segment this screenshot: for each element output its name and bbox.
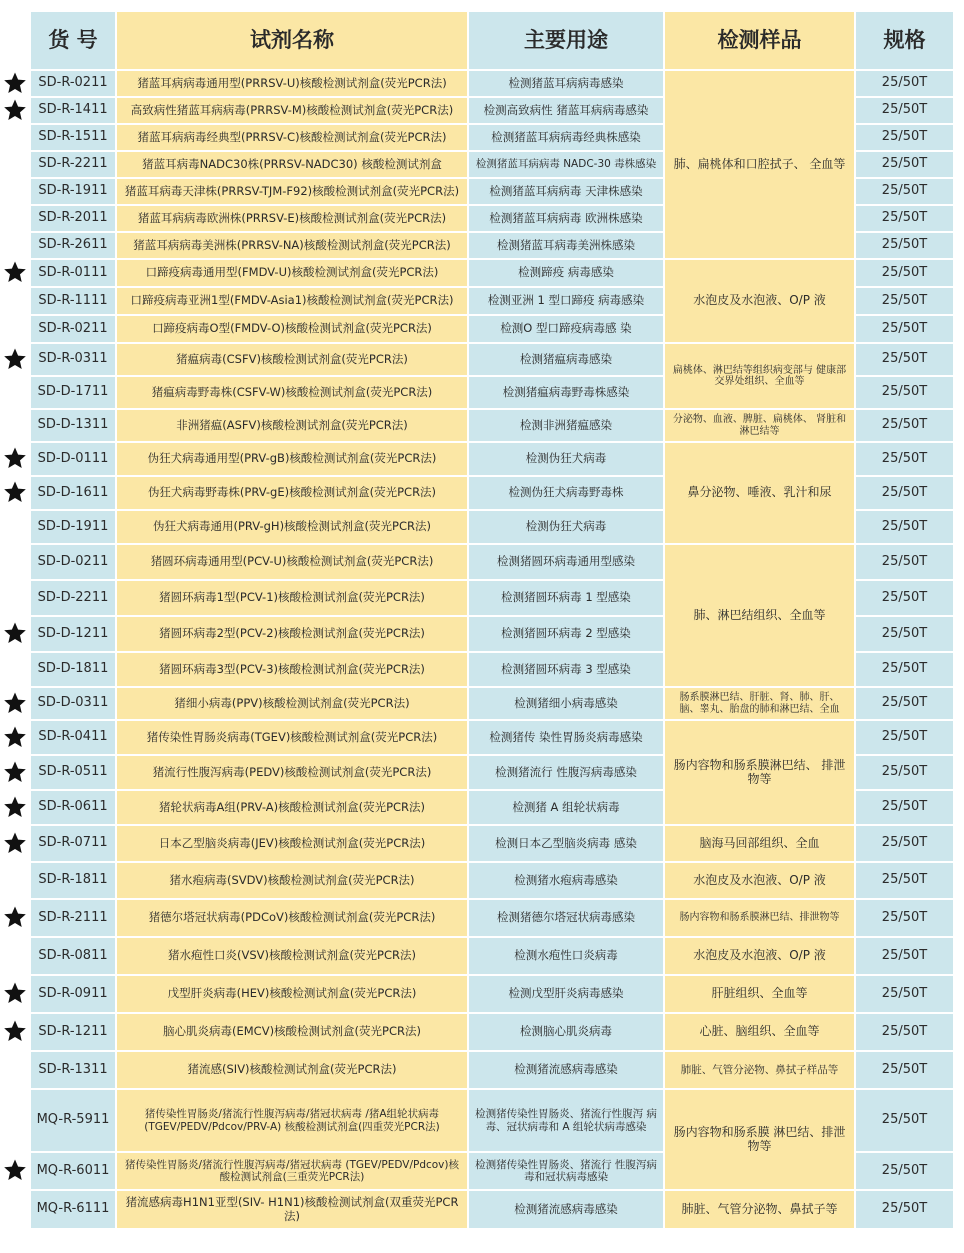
sample-type: 水泡皮及水泡液、O/P 液 — [664, 259, 855, 343]
sample-type: 分泌物、血液、脾脏、扁桃体、 肾脏和淋巴结等 — [664, 409, 855, 442]
product-code: SD-R-0211 — [30, 315, 116, 343]
star-icon — [3, 760, 27, 784]
main-use: 检测蹄疫 病毒感染 — [468, 259, 664, 287]
table-row — [30, 259, 954, 287]
main-use: 检测戊型肝炎病毒感染 — [468, 975, 664, 1013]
product-code: SD-R-2611 — [30, 232, 116, 259]
main-use: 检测猪细小病毒感染 — [468, 687, 664, 720]
reagent-name: 伪狂犬病毒通用型(PRV-gB)核酸检测试剂盒(荧光PCR法) — [116, 442, 468, 476]
spec: 25/50T — [855, 580, 954, 616]
reagent-name: 口蹄疫病毒O型(FMDV-O)核酸检测试剂盒(荧光PCR法) — [116, 315, 468, 343]
main-use: 检测猪圆环病毒 3 型感染 — [468, 652, 664, 687]
sample-type: 肺、扁桃体和口腔拭子、 全血等 — [664, 70, 855, 259]
main-use: 检测猪蓝耳病病毒感染 — [468, 70, 664, 97]
product-code: SD-D-1911 — [30, 510, 116, 544]
spec: 25/50T — [855, 287, 954, 315]
reagent-name: 戊型肝炎病毒(HEV)核酸检测试剂盒(荧光PCR法) — [116, 975, 468, 1013]
reagent-name: 高致病性猪蓝耳病病毒(PRRSV-M)核酸检测试剂盒(荧光PCR法) — [116, 97, 468, 124]
product-code: SD-R-0211 — [30, 70, 116, 97]
header-sample: 检测样品 — [664, 11, 855, 70]
reagent-name: 猪水疱性口炎(VSV)核酸检测试剂盒(荧光PCR法) — [116, 937, 468, 975]
product-code: SD-D-1711 — [30, 376, 116, 409]
spec: 25/50T — [855, 720, 954, 755]
main-use: 检测亚洲 1 型口蹄疫 病毒感染 — [468, 287, 664, 315]
reagent-name: 伪狂犬病毒通用(PRV-gH)核酸检测试剂盒(荧光PCR法) — [116, 510, 468, 544]
sample-type: 肺脏、气管分泌物、鼻拭子样品等 — [664, 1051, 855, 1089]
sample-type: 肠内容物和肠系膜淋巴结、 排泄物等 — [664, 720, 855, 825]
spec: 25/50T — [855, 544, 954, 580]
reagent-name: 猪德尔塔冠状病毒(PDCoV)核酸检测试剂盒(荧光PCR法) — [116, 899, 468, 937]
star-icon — [3, 1158, 27, 1182]
table-row — [30, 1051, 954, 1089]
spec: 25/50T — [855, 652, 954, 687]
spec: 25/50T — [855, 1190, 954, 1229]
product-code: SD-D-2211 — [30, 580, 116, 616]
reagent-name: 猪水疱病毒(SVDV)核酸检测试剂盒(荧光PCR法) — [116, 862, 468, 899]
reagent-name: 猪蓝耳病病毒经典型(PRRSV-C)核酸检测试剂盒(荧光PCR法) — [116, 124, 468, 151]
reagent-name: 猪轮状病毒A组(PRV-A)核酸检测试剂盒(荧光PCR法) — [116, 790, 468, 825]
main-use: 检测猪传染性胃肠炎、猪流行性腹泻 病毒、冠状病毒和 A 组轮状病毒感染 — [468, 1089, 664, 1152]
star-icon — [3, 725, 27, 749]
spec: 25/50T — [855, 616, 954, 652]
spec: 25/50T — [855, 151, 954, 178]
star-icon — [3, 795, 27, 819]
header-row — [30, 11, 954, 70]
sample-type: 水泡皮及水泡液、O/P 液 — [664, 862, 855, 899]
spec: 25/50T — [855, 70, 954, 97]
reagent-name: 口蹄疫病毒通用型(FMDV-U)核酸检测试剂盒(荧光PCR法) — [116, 259, 468, 287]
main-use: 检测猪流行 性腹泻病毒感染 — [468, 755, 664, 790]
reagent-name: 猪圆环病毒2型(PCV-2)核酸检测试剂盒(荧光PCR法) — [116, 616, 468, 652]
product-code: MQ-R-5911 — [30, 1089, 116, 1152]
main-use: 检测猪瘟病毒感染 — [468, 343, 664, 376]
star-icon — [3, 621, 27, 645]
spec: 25/50T — [855, 1051, 954, 1089]
main-use: 检测伪狂犬病毒 — [468, 442, 664, 476]
reagent-name: 猪流感病毒H1N1亚型(SIV- H1N1)核酸检测试剂盒(双重荧光PCR法) — [116, 1190, 468, 1229]
sample-type: 肺脏、气管分泌物、鼻拭子等 — [664, 1190, 855, 1229]
product-code: SD-R-0411 — [30, 720, 116, 755]
spec: 25/50T — [855, 899, 954, 937]
header-code: 货 号 — [30, 11, 116, 70]
sample-type: 肝脏组织、全血等 — [664, 975, 855, 1013]
reagent-name: 猪蓝耳病毒NADC30株(PRRSV-NADC30) 核酸检测试剂盒 — [116, 151, 468, 178]
main-use: 检测猪圆环病毒 2 型感染 — [468, 616, 664, 652]
star-icon — [3, 480, 27, 504]
spec: 25/50T — [855, 1089, 954, 1152]
reagent-name: 口蹄疫病毒亚洲1型(FMDV-Asia1)核酸检测试剂盒(荧光PCR法) — [116, 287, 468, 315]
product-code: SD-D-1811 — [30, 652, 116, 687]
table-row — [30, 862, 954, 899]
product-code: SD-D-1311 — [30, 409, 116, 442]
product-code: SD-R-1911 — [30, 178, 116, 205]
star-icon — [3, 71, 27, 95]
main-use: 检测O 型口蹄疫病毒感 染 — [468, 315, 664, 343]
spec: 25/50T — [855, 232, 954, 259]
table-row — [30, 975, 954, 1013]
product-code: MQ-R-6111 — [30, 1190, 116, 1229]
reagent-name: 猪蓝耳病病毒美洲株(PRRSV-NA)核酸检测试剂盒(荧光PCR法) — [116, 232, 468, 259]
spec: 25/50T — [855, 862, 954, 899]
product-code: SD-R-1211 — [30, 1013, 116, 1051]
product-code: SD-D-0311 — [30, 687, 116, 720]
product-code: SD-R-1111 — [30, 287, 116, 315]
main-use: 检测非洲猪瘟感染 — [468, 409, 664, 442]
reagent-name: 伪狂犬病毒野毒株(PRV-gE)核酸检测试剂盒(荧光PCR法) — [116, 476, 468, 510]
table-row — [30, 343, 954, 376]
sample-type: 心脏、脑组织、全血等 — [664, 1013, 855, 1051]
star-icon — [3, 905, 27, 929]
spec: 25/50T — [855, 409, 954, 442]
reagent-name: 猪蓝耳病毒天津株(PRRSV-TJM-F92)核酸检测试剂盒(荧光PCR法) — [116, 178, 468, 205]
reagent-name: 猪细小病毒(PPV)核酸检测试剂盒(荧光PCR法) — [116, 687, 468, 720]
star-icon — [3, 260, 27, 284]
reagent-name: 猪圆环病毒通用型(PCV-U)核酸检测试剂盒(荧光PCR法) — [116, 544, 468, 580]
star-icon — [3, 347, 27, 371]
spec: 25/50T — [855, 476, 954, 510]
table-row — [30, 687, 954, 720]
sample-type: 肠内容物和肠系膜 淋巴结、排泄物等 — [664, 1089, 855, 1190]
sample-type: 鼻分泌物、唾液、乳汁和尿 — [664, 442, 855, 544]
spec: 25/50T — [855, 790, 954, 825]
product-code: SD-R-0511 — [30, 755, 116, 790]
spec: 25/50T — [855, 376, 954, 409]
spec: 25/50T — [855, 825, 954, 862]
main-use: 检测日本乙型脑炎病毒 感染 — [468, 825, 664, 862]
reagent-name: 猪瘟病毒野毒株(CSFV-W)核酸检测试剂盒(荧光PCR法) — [116, 376, 468, 409]
spec: 25/50T — [855, 1152, 954, 1190]
reagent-name: 非洲猪瘟(ASFV)核酸检测试剂盒(荧光PCR法) — [116, 409, 468, 442]
table-row — [30, 70, 954, 97]
table-row — [30, 899, 954, 937]
main-use: 检测猪蓝耳病病毒 NADC-30 毒株感染 — [468, 151, 664, 178]
table-row — [30, 937, 954, 975]
main-use: 检测水疱性口炎病毒 — [468, 937, 664, 975]
table-row — [30, 1190, 954, 1229]
main-use: 检测猪传 染性胃肠炎病毒感染 — [468, 720, 664, 755]
main-use: 检测猪蓝耳病病毒 天津株感染 — [468, 178, 664, 205]
main-use: 检测猪圆环病毒通用型感染 — [468, 544, 664, 580]
main-use: 检测猪蓝耳病病毒经典株感染 — [468, 124, 664, 151]
main-use: 检测脑心肌炎病毒 — [468, 1013, 664, 1051]
reagent-name: 猪传染性胃肠炎病毒(TGEV)核酸检测试剂盒(荧光PCR法) — [116, 720, 468, 755]
product-code: SD-R-1511 — [30, 124, 116, 151]
spec: 25/50T — [855, 687, 954, 720]
main-use: 检测猪 A 组轮状病毒 — [468, 790, 664, 825]
main-use: 检测猪水疱病毒感染 — [468, 862, 664, 899]
star-icon — [3, 831, 27, 855]
reagent-name: 猪圆环病毒3型(PCV-3)核酸检测试剂盒(荧光PCR法) — [116, 652, 468, 687]
product-code: SD-R-0811 — [30, 937, 116, 975]
sample-type: 肺、淋巴结组织、全血等 — [664, 544, 855, 687]
spec: 25/50T — [855, 343, 954, 376]
spec: 25/50T — [855, 315, 954, 343]
product-code: SD-D-0211 — [30, 544, 116, 580]
main-use: 检测伪狂犬病毒 — [468, 510, 664, 544]
reagent-name: 脑心肌炎病毒(EMCV)核酸检测试剂盒(荧光PCR法) — [116, 1013, 468, 1051]
sample-type: 脑海马回部组织、全血 — [664, 825, 855, 862]
reagent-name: 猪流行性腹泻病毒(PEDV)核酸检测试剂盒(荧光PCR法) — [116, 755, 468, 790]
reagent-name: 猪蓝耳病病毒通用型(PRRSV-U)核酸检测试剂盒(荧光PCR法) — [116, 70, 468, 97]
table-row — [30, 1089, 954, 1152]
spec: 25/50T — [855, 510, 954, 544]
star-icon — [3, 98, 27, 122]
spec: 25/50T — [855, 937, 954, 975]
star-column — [0, 0, 30, 1253]
reagent-name: 日本乙型脑炎病毒(JEV)核酸检测试剂盒(荧光PCR法) — [116, 825, 468, 862]
product-code: MQ-R-6011 — [30, 1152, 116, 1190]
table-row — [30, 720, 954, 755]
reagent-name: 猪蓝耳病病毒欧洲株(PRRSV-E)核酸检测试剂盒(荧光PCR法) — [116, 205, 468, 232]
table-row — [30, 544, 954, 580]
sample-type: 扁桃体、淋巴结等组织病变部与 健康部交界处组织、全血等 — [664, 343, 855, 409]
star-icon — [3, 1019, 27, 1043]
spec: 25/50T — [855, 1013, 954, 1051]
header-spec: 规格 — [855, 11, 954, 70]
product-code: SD-D-1211 — [30, 616, 116, 652]
spec: 25/50T — [855, 259, 954, 287]
main-use: 检测猪流感病毒感染 — [468, 1051, 664, 1089]
main-use: 检测伪狂犬病毒野毒株 — [468, 476, 664, 510]
spec: 25/50T — [855, 97, 954, 124]
reagent-name: 猪传染性胃肠炎/猪流行性腹泻病毒/猪冠状病毒 (TGEV/PEDV/Pdcov)核酸检测试剂盒(三重荧光PCR法) — [116, 1152, 468, 1190]
table-row — [30, 1013, 954, 1051]
product-code: SD-R-2111 — [30, 899, 116, 937]
main-use: 检测高致病性 猪蓝耳病病毒感染 — [468, 97, 664, 124]
product-code: SD-R-1311 — [30, 1051, 116, 1089]
star-icon — [3, 981, 27, 1005]
spec: 25/50T — [855, 442, 954, 476]
product-code: SD-R-0111 — [30, 259, 116, 287]
product-code: SD-R-0611 — [30, 790, 116, 825]
star-icon — [3, 446, 27, 470]
star-icon — [3, 691, 27, 715]
product-code: SD-R-2011 — [30, 205, 116, 232]
spec: 25/50T — [855, 124, 954, 151]
spec: 25/50T — [855, 975, 954, 1013]
product-code: SD-R-0711 — [30, 825, 116, 862]
product-code: SD-R-1811 — [30, 862, 116, 899]
product-code: SD-D-1611 — [30, 476, 116, 510]
sample-type: 水泡皮及水泡液、O/P 液 — [664, 937, 855, 975]
product-code: SD-R-0311 — [30, 343, 116, 376]
spec: 25/50T — [855, 178, 954, 205]
main-use: 检测猪瘟病毒野毒株感染 — [468, 376, 664, 409]
product-code: SD-R-0911 — [30, 975, 116, 1013]
spec: 25/50T — [855, 205, 954, 232]
spec: 25/50T — [855, 755, 954, 790]
product-code: SD-R-1411 — [30, 97, 116, 124]
main-use: 检测猪传染性胃肠炎、猪流行 性腹泻病毒和冠状病毒感染 — [468, 1152, 664, 1190]
table-row — [30, 825, 954, 862]
table-row — [30, 442, 954, 476]
main-use: 检测猪流感病毒感染 — [468, 1190, 664, 1229]
reagent-name: 猪流感(SIV)核酸检测试剂盒(荧光PCR法) — [116, 1051, 468, 1089]
reagent-catalog-table — [29, 10, 955, 1230]
header-use: 主要用途 — [468, 11, 664, 70]
reagent-name: 猪传染性胃肠炎/猪流行性腹泻病毒/猪冠状病毒 /猪A组轮状病毒(TGEV/PEDV/Pdcov/PRV-A) 核酸检测试剂盒(四重荧光PCR法) — [116, 1089, 468, 1152]
main-use: 检测猪蓝耳病病毒 欧洲株感染 — [468, 205, 664, 232]
sample-type: 肠系膜淋巴结、肝脏、肾、肺、肝、 脑、睾丸、胎盘的肺和淋巴结、全血 — [664, 687, 855, 720]
main-use: 检测猪德尔塔冠状病毒感染 — [468, 899, 664, 937]
main-use: 检测猪圆环病毒 1 型感染 — [468, 580, 664, 616]
sample-type: 肠内容物和肠系膜淋巴结、排泄物等 — [664, 899, 855, 937]
reagent-name: 猪瘟病毒(CSFV)核酸检测试剂盒(荧光PCR法) — [116, 343, 468, 376]
reagent-name: 猪圆环病毒1型(PCV-1)核酸检测试剂盒(荧光PCR法) — [116, 580, 468, 616]
main-use: 检测猪蓝耳病毒美洲株感染 — [468, 232, 664, 259]
product-code: SD-R-2211 — [30, 151, 116, 178]
header-name: 试剂名称 — [116, 11, 468, 70]
product-code: SD-D-0111 — [30, 442, 116, 476]
table-row — [30, 409, 954, 442]
